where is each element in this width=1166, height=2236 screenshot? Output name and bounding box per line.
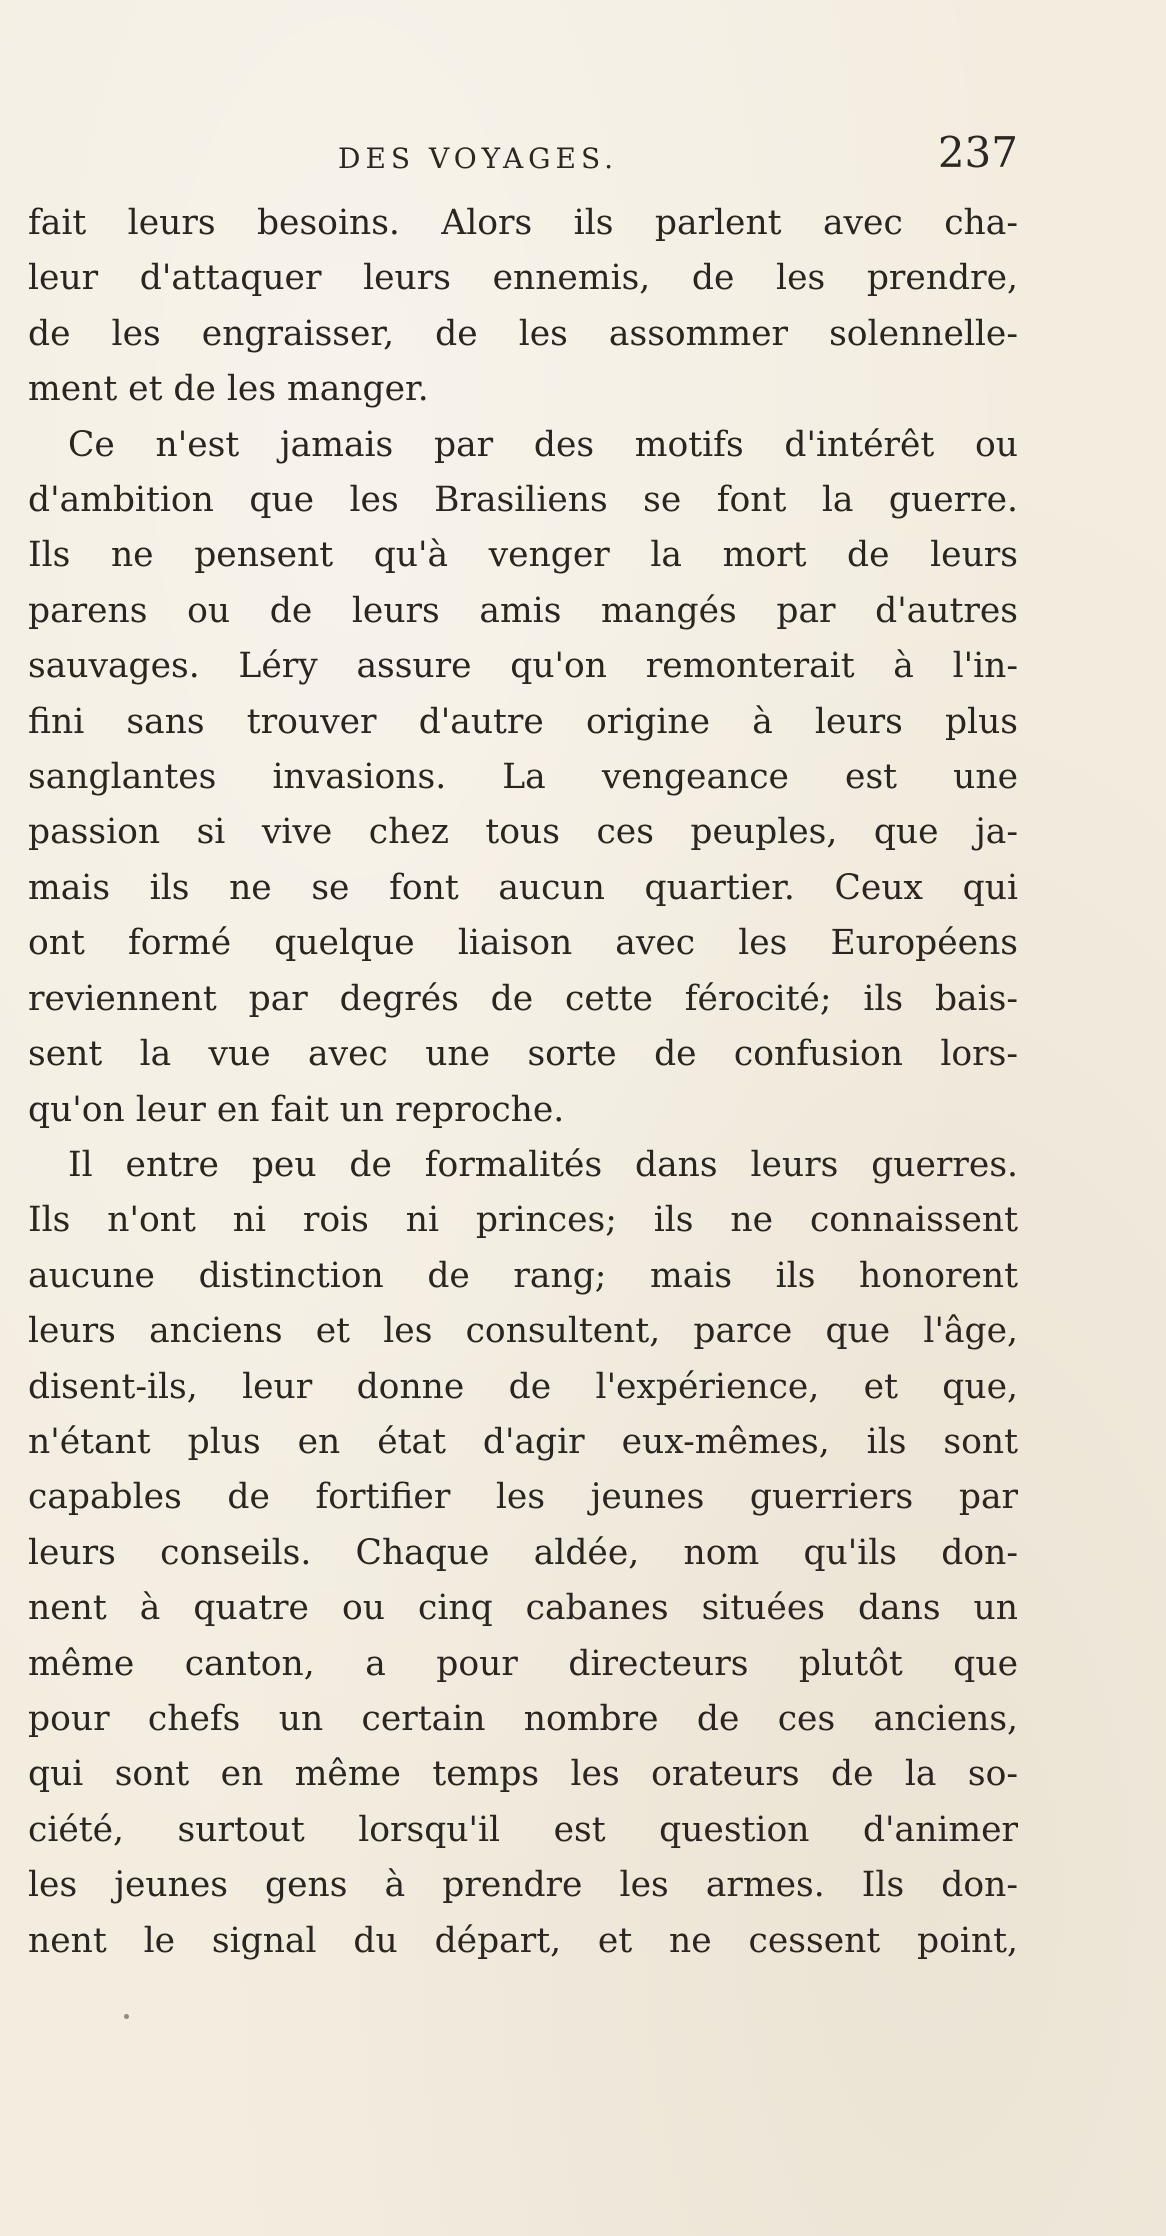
running-head: DES VOYAGES. — [338, 142, 619, 175]
text-line: capables de fortifier les jeunes guerriers par — [28, 1477, 1018, 1518]
text-line: sanglantes invasions. La vengeance est une — [28, 757, 1018, 798]
text-line: pour chefs un certain nombre de ces anciens, — [28, 1698, 1018, 1739]
page-header — [28, 128, 1018, 188]
text-line: même canton, a pour directeurs plutôt que — [28, 1643, 1018, 1684]
body-text — [28, 196, 1018, 1969]
text-line: leurs anciens et les consultent, parce que l'âge, — [28, 1311, 1018, 1352]
text-line: Ce n'est jamais par des motifs d'intérêt ou — [68, 424, 1018, 465]
text-line: mais ils ne se font aucun quartier. Ceux qui — [28, 867, 1018, 908]
text-line: passion si vive chez tous ces peuples, que ja- — [28, 812, 1018, 853]
text-line: de les engraisser, de les assommer solennelle- — [28, 313, 1018, 354]
text-line: fait leurs besoins. Alors ils parlent avec cha- — [28, 203, 1018, 243]
text-line: Ils ne pensent qu'à venger la mort de leurs — [28, 535, 1018, 576]
text-line: disent-ils, leur donne de l'expérience, et que, — [28, 1366, 1018, 1407]
text-line: les jeunes gens à prendre les armes. Ils don- — [28, 1865, 1018, 1906]
text-line: nent à quatre ou cinq cabanes situées dans un — [28, 1588, 1018, 1629]
text-line: qui sont en même temps les orateurs de la so- — [28, 1754, 1018, 1795]
text-line: ont formé quelque liaison avec les Européens — [28, 923, 1018, 964]
text-line: parens ou de leurs amis mangés par d'autres — [28, 590, 1018, 631]
text-line: nent le signal du départ, et ne cessent point, — [28, 1920, 1018, 1961]
text-line: d'ambition que les Brasiliens se font la guerre. — [28, 480, 1018, 521]
text-line: reviennent par degrés de cette férocité; ils bais- — [28, 978, 1018, 1019]
text-line: sauvages. Léry assure qu'on remonterait à l'in- — [28, 646, 1018, 687]
text-line: Ils n'ont ni rois ni princes; ils ne connaissent — [28, 1200, 1018, 1241]
text-line: fini sans trouver d'autre origine à leurs plus — [28, 701, 1018, 742]
text-line: sent la vue avec une sorte de confusion lors- — [28, 1034, 1018, 1075]
text-line: aucune distinction de rang; mais ils honorent — [28, 1255, 1018, 1296]
text-line: Il entre peu de formalités dans leurs guerres. — [68, 1144, 1018, 1185]
ink-speck — [124, 2014, 129, 2019]
page-number: 237 — [937, 128, 1018, 177]
text-line: leur d'attaquer leurs ennemis, de les prendre, — [28, 258, 1018, 299]
text-line: n'étant plus en état d'agir eux-mêmes, ils sont — [28, 1421, 1018, 1462]
text-line: ciété, surtout lorsqu'il est question d'animer — [28, 1809, 1018, 1850]
text-line: ment et de les manger. — [28, 369, 429, 410]
text-line: qu'on leur en fait un reproche. — [28, 1089, 565, 1130]
text-line: leurs conseils. Chaque aldée, nom qu'ils don- — [28, 1532, 1018, 1573]
